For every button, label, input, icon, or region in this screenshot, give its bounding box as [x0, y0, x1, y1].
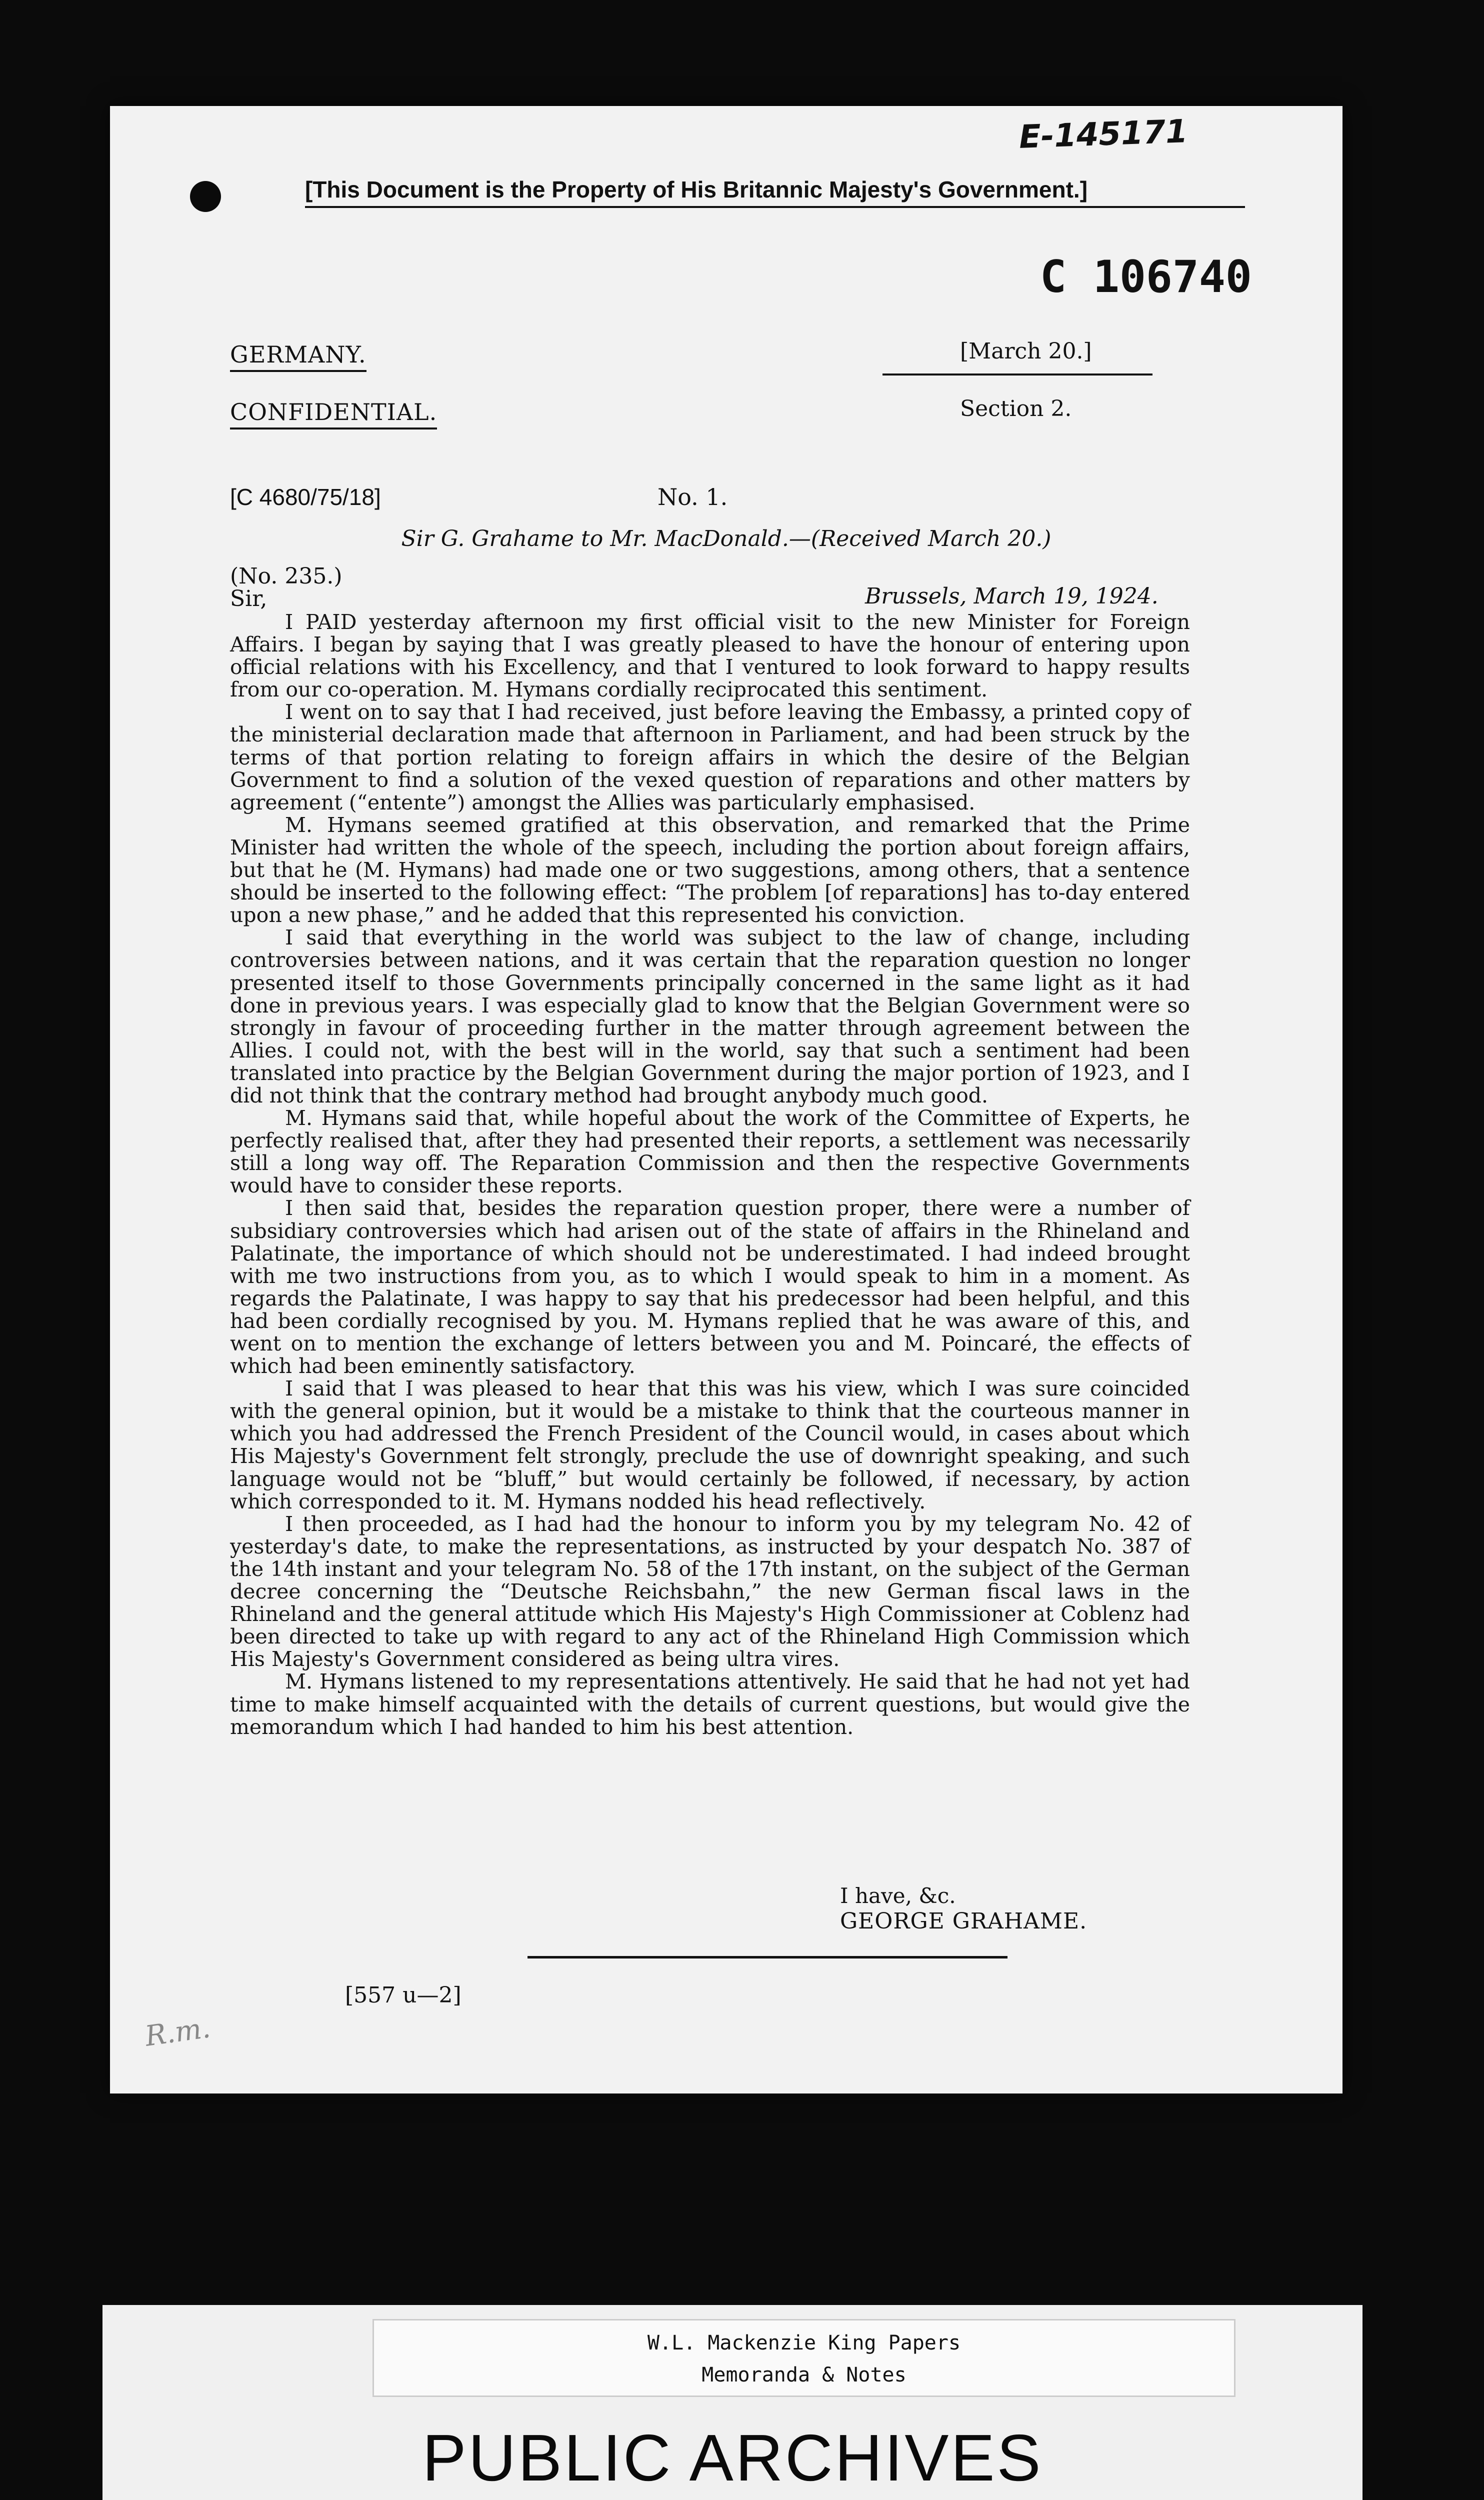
section-label: Section 2.: [960, 396, 1072, 422]
collection-label: [372, 2319, 1236, 2397]
archive-title-en: PUBLIC ARCHIVES: [422, 2421, 1043, 2494]
paragraph: I then proceeded, as I had had the honour to inform you by my telegram No. 42 of yesterday's date, to make the representations, as instructed by your despatch No. 387 of the 14th instant and your telegram No. 58 of the 17th instant, on the subject of the German decree concerning the “Deutsche Reichsbahn,” the new German fiscal laws in the Rhineland and the general attitude which His Majesty's High Commissioner at Coblenz had been directed to take up with regard to any act of the Rhineland High Commission which His Majesty's Government considered as being ultra vires.: [230, 1512, 1190, 1672]
paragraph: M. Hymans seemed gratified at this observation, and remarked that the Prime Minister had written the whole of the speech, including the portion about foreign affairs, but that he (M. Hymans) had made one or two suggestions, among others, that a sentence should be inserted to the following effect: “The problem [of reparations] has to-day entered upon a new phase,” and he added that this represented his conviction.: [230, 812, 1190, 928]
date-stamp: [March 20.]: [960, 338, 1092, 364]
series-name: Memoranda & Notes: [702, 2364, 906, 2386]
punch-hole: [190, 181, 221, 212]
paragraph: I then said that, besides the reparation question proper, there were a number of subsidiary controversies which had arisen out of the state of affairs in the Rhineland and Palatinate, the importance of which should not be underestimated. I had indeed brought with me two instructions from you, as to which I would speak to him in a moment. As regards the Palatinate, I was happy to say that his predecessor had been helpful, and this had been cordially recognised by you. M. Hymans replied that he was aware of this, and went on to mention the exchange of letters between you and M. Poincaré, the effects of which had been eminently satisfactory.: [230, 1196, 1190, 1378]
archive-card: [102, 2305, 1362, 2500]
divider: [528, 1956, 1008, 1958]
signature: GEORGE GRAHAME.: [840, 1908, 1088, 1934]
file-reference: [C 4680/75/18]: [230, 484, 381, 510]
paragraph: M. Hymans said that, while hopeful about the work of the Committee of Experts, he perfectly realised that, after they had presented their reports, a settlement was necessarily still a long way off. The Reparation Commission and then the respective Governments would have to consider these reports.: [230, 1106, 1190, 1198]
registry-stamp: C 106740: [1040, 251, 1252, 302]
document-number: No. 1.: [658, 484, 728, 510]
paragraph: M. Hymans listened to my representations attentively. He said that he had not yet had time to make himself acquainted with the details of current questions, but would give the memorandum which I had handed to him his best attention.: [230, 1670, 1190, 1739]
classification-heading: CONFIDENTIAL.: [230, 398, 437, 430]
paragraph: I said that everything in the world was subject to the law of change, including controversies between nations, and it was certain that the reparation question no longer presented itself to those Governments principally concerned in the same light as it had done in previous years. I was especially glad to know that the Belgian Government were so strongly in favour of proceeding further in the matter through agreement between the Allies. I could not, with the best will in the world, say that such a sentiment had been translated into practice by the Belgian Government during the major portion of 1923, and I did not think that the contrary method had brought anybody much good.: [230, 926, 1190, 1108]
salutation: Sir,: [230, 586, 268, 612]
letter-body: [230, 611, 1190, 1738]
divider: [882, 374, 1152, 376]
correspondence-heading: Sir G. Grahame to Mr. MacDonald.—(Received March 20.): [401, 526, 1052, 552]
paragraph: I PAID yesterday afternoon my first official visit to the new Minister for Foreign Affairs. I began by saying that I was greatly pleased to have the honour of entering upon official relations with his Excellency, and that I ventured to look forward to happy results from our co-operation. M. Hymans cordially reciprocated this sentiment.: [230, 610, 1190, 702]
closing: I have, &c.: [840, 1884, 956, 1908]
paragraph: I went on to say that I had received, just before leaving the Embassy, a printed copy of the ministerial declaration made that afternoon in Parliament, and had been struck by the terms of that portion relating to foreign affairs in which the desire of the Belgian Government to find a solution of the vexed question of reparations and other matters by agreement (“entente”) amongst the Allies was particularly emphasised.: [230, 700, 1190, 814]
document-page: [110, 106, 1342, 2094]
country-heading: GERMANY.: [230, 341, 366, 372]
collection-name: W.L. Mackenzie King Papers: [647, 2332, 961, 2354]
place-date: Brussels, March 19, 1924.: [865, 584, 1158, 609]
handwritten-reference: E-145171: [1018, 113, 1188, 156]
print-code: [557 u—2]: [345, 1982, 462, 2008]
property-notice: [This Document is the Property of His Britannic Majesty's Government.]: [305, 176, 1245, 208]
paragraph: I said that I was pleased to hear that this was his view, which I was sure coincided with the general opinion, but it would be a mistake to think that the courteous manner in which you had addressed the French President of the Council would, in cases about which His Majesty's Government felt strongly, preclude the use of downright speaking, and such language would not be “bluff,” but would certainly be followed, if necessary, by action which corresponded to it. M. Hymans nodded his head reflectively.: [230, 1376, 1190, 1514]
despatch-number: (No. 235.): [230, 564, 342, 589]
margin-annotation: R.m.: [143, 2012, 212, 2053]
